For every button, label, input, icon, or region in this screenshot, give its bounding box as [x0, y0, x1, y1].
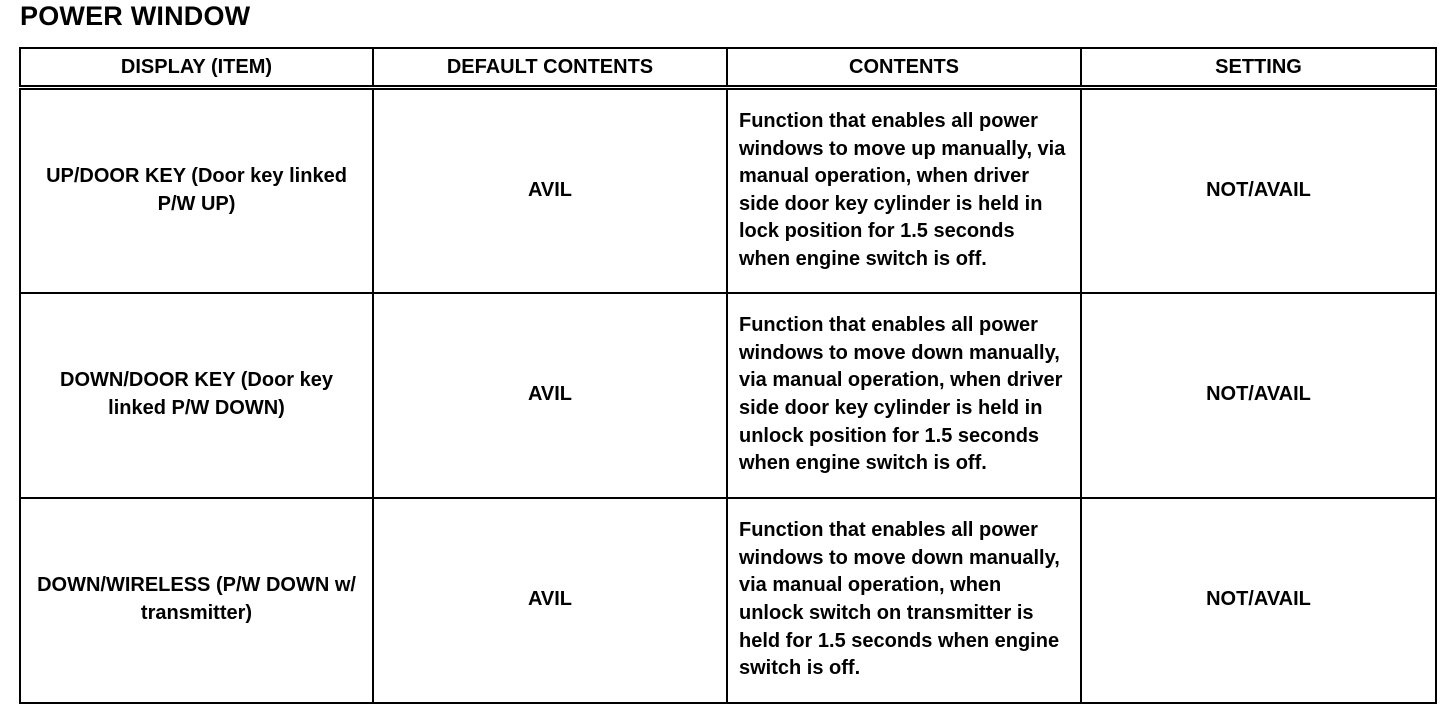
display-item-cell: DOWN/WIRELESS (P/W DOWN w/ transmitter)	[20, 498, 373, 703]
table-header-row	[20, 48, 1436, 88]
display-item-cell: UP/DOOR KEY (Door key linked P/W UP)	[20, 88, 373, 293]
setting-cell: NOT/AVAIL	[1081, 293, 1436, 498]
default-contents-cell: AVIL	[373, 293, 727, 498]
power-window-table	[19, 47, 1437, 704]
display-item-cell: DOWN/DOOR KEY (Door key linked P/W DOWN)	[20, 293, 373, 498]
contents-cell: Function that enables all power windows to move down manually, via manual operation, when driver side door key cylinder is held in unlock position for 1.5 seconds when engine switch is off.	[727, 293, 1081, 498]
setting-cell: NOT/AVAIL	[1081, 88, 1436, 293]
header-contents: CONTENTS	[727, 48, 1081, 88]
contents-cell: Function that enables all power windows to move up manually, via manual operation, when driver side door key cylinder is held in lock position for 1.5 seconds when engine switch is off.	[727, 88, 1081, 293]
page-title: POWER WINDOW	[20, 1, 251, 31]
table-row	[20, 88, 1436, 293]
contents-cell: Function that enables all power windows to move down manually, via manual operation, when unlock switch on transmitter is held for 1.5 seconds when engine switch is off.	[727, 498, 1081, 703]
default-contents-cell: AVIL	[373, 498, 727, 703]
header-display-item: DISPLAY (ITEM)	[20, 48, 373, 88]
setting-cell: NOT/AVAIL	[1081, 498, 1436, 703]
table-row	[20, 293, 1436, 498]
default-contents-cell: AVIL	[373, 88, 727, 293]
header-setting: SETTING	[1081, 48, 1436, 88]
header-default-contents: DEFAULT CONTENTS	[373, 48, 727, 88]
table-row	[20, 498, 1436, 703]
